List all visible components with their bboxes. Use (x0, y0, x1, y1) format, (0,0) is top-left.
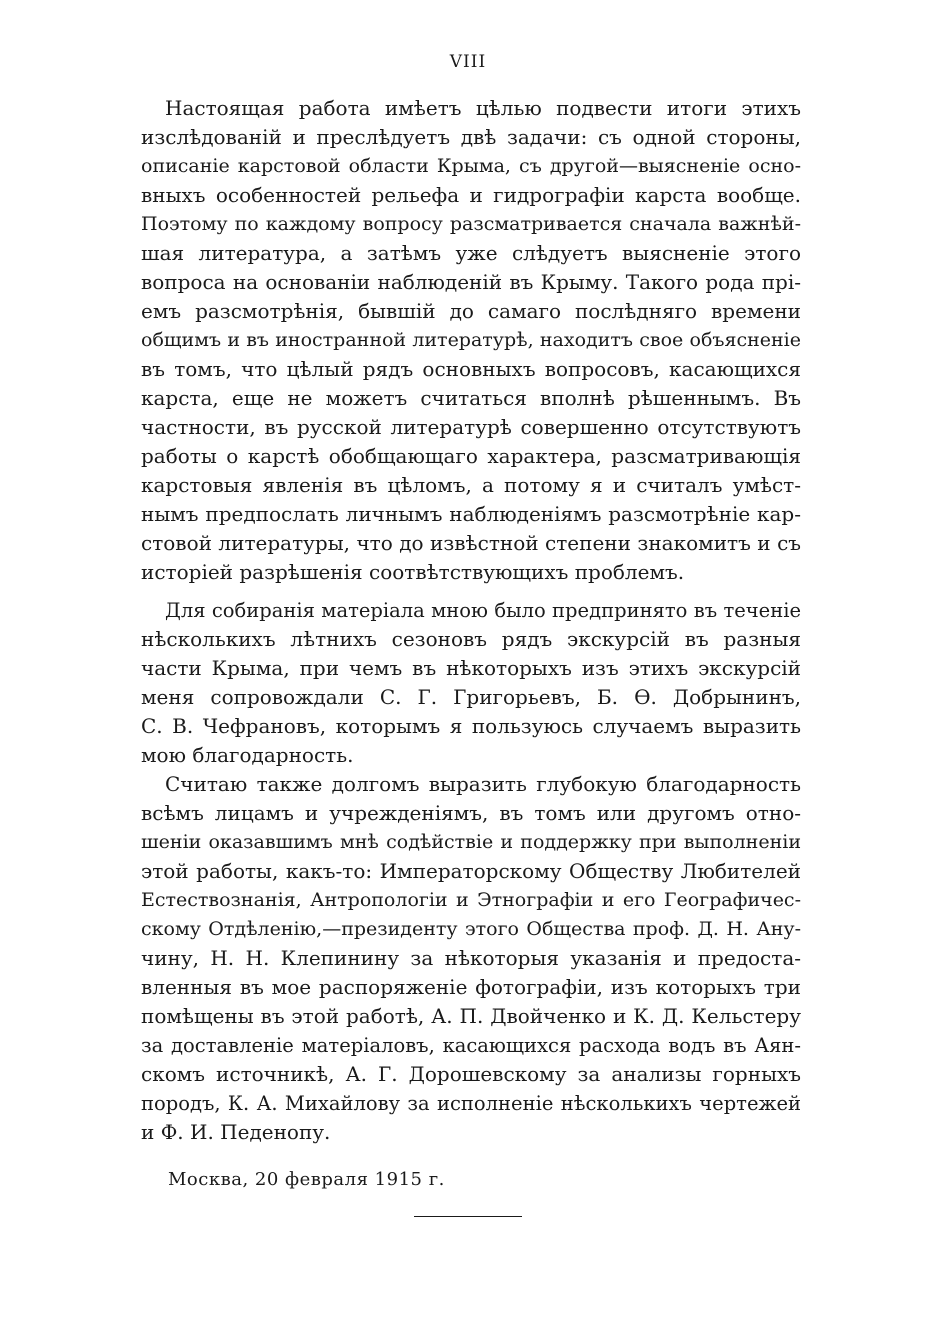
text-line: вныхъ особенностей рельефа и гидрографіи карста вообще. (141, 183, 801, 207)
text-line: помѣщены въ этой работѣ, А. П. Двойченко и К. Д. Кельстеру (141, 1004, 801, 1028)
closing-rule (414, 1216, 522, 1217)
text-line: Естествознанія, Антропологіи и Этнографіи и его Географичес- (141, 889, 801, 911)
text-line: карстовыя явленія въ цѣломъ, а потому я и считалъ умѣст- (141, 473, 801, 497)
text-line: меня сопровождали С. Г. Григорьевъ, Б. Ѳ. Добрынинъ, (141, 685, 801, 709)
text-line: Для собиранія матеріала мною было предпринято въ теченіе (165, 599, 801, 622)
paragraph-3 (141, 770, 801, 1147)
text-line: С. В. Чефрановъ, которымъ я пользуюсь случаемъ выразить (141, 714, 801, 738)
text-line: Поэтому по каждому вопросу разсматривается сначала важнѣй- (141, 213, 801, 235)
place-date-signature: Москва, 20 февраля 1915 г. (168, 1169, 445, 1190)
text-line: шеніи оказавшимъ мнѣ содѣйствіе и поддержку при выполненіи (141, 831, 801, 853)
text-line: всѣмъ лицамъ и учрежденіямъ, въ томъ или другомъ отно- (141, 801, 801, 825)
text-line: емъ разсмотрѣнія, бывшій до самаго послѣдняго времени (141, 299, 801, 323)
text-line: Настоящая работа имѣетъ цѣлью подвести итоги этихъ (165, 96, 801, 120)
text-line: этой работы, какъ-то: Императорскому Обществу Любителей (141, 859, 801, 883)
text-line: стовой литературы, что до извѣстной степени знакомитъ и съ (141, 531, 801, 555)
text-line: Считаю также долгомъ выразить глубокую благодарность (165, 772, 801, 796)
text-line: породъ, К. А. Михайлову за исполненіе нѣсколькихъ чертежей (141, 1092, 801, 1115)
text-line: за доставленіе матеріаловъ, касающихся расхода водъ въ Аян- (141, 1034, 801, 1057)
text-line: карста, еще не можетъ считаться вполнѣ рѣшеннымъ. Въ (141, 386, 801, 410)
text-line: скому Отдѣленію,—президенту этого Общества проф. Д. Н. Ану- (141, 918, 801, 940)
text-line: чину, Н. Н. Клепинину за нѣкоторыя указанія и предоста- (141, 946, 801, 970)
text-line: нымъ предпослать личнымъ наблюденіямъ разсмотрѣніе кар- (141, 502, 801, 526)
paragraph-1 (141, 94, 801, 587)
text-line: шая литература, а затѣмъ уже слѣдуетъ выясненіе этого (141, 241, 801, 265)
text-line: работы о карстѣ обобщающаго характера, разсматривающія (141, 444, 801, 468)
text-line: части Крыма, при чемъ въ нѣкоторыхъ изъ этихъ экскурсій (141, 656, 801, 680)
page-number: VIII (449, 52, 487, 72)
text-line: исторіей разрѣшенія соотвѣтствующихъ проблемъ. (141, 560, 685, 584)
paragraph-2 (141, 596, 801, 770)
text-line: и Ф. И. Педенопу. (141, 1120, 331, 1144)
text-line: скомъ источникѣ, А. Г. Дорошевскому за анализы горныхъ (141, 1062, 801, 1086)
text-line: мою благодарность. (141, 743, 354, 767)
text-line: въ томъ, что цѣлый рядъ основныхъ вопросовъ, касающихся (141, 357, 801, 381)
text-line: вопроса на основаніи наблюденій въ Крыму. Такого рода прі- (141, 270, 801, 294)
text-line: описаніе карстовой области Крыма, съ другой—выясненіе осно- (141, 155, 801, 177)
text-line: нѣсколькихъ лѣтнихъ сезоновъ рядъ экскурсій въ разныя (141, 627, 801, 651)
text-line: вленныя въ мое распоряженіе фотографіи, изъ которыхъ три (141, 975, 801, 999)
text-line: изслѣдованій и преслѣдуетъ двѣ задачи: съ одной стороны, (141, 125, 801, 149)
text-line: общимъ и въ иностранной литературѣ, находитъ свое объясненіе (141, 329, 801, 351)
text-line: частности, въ русской литературѣ совершенно отсутствуютъ (141, 415, 801, 439)
